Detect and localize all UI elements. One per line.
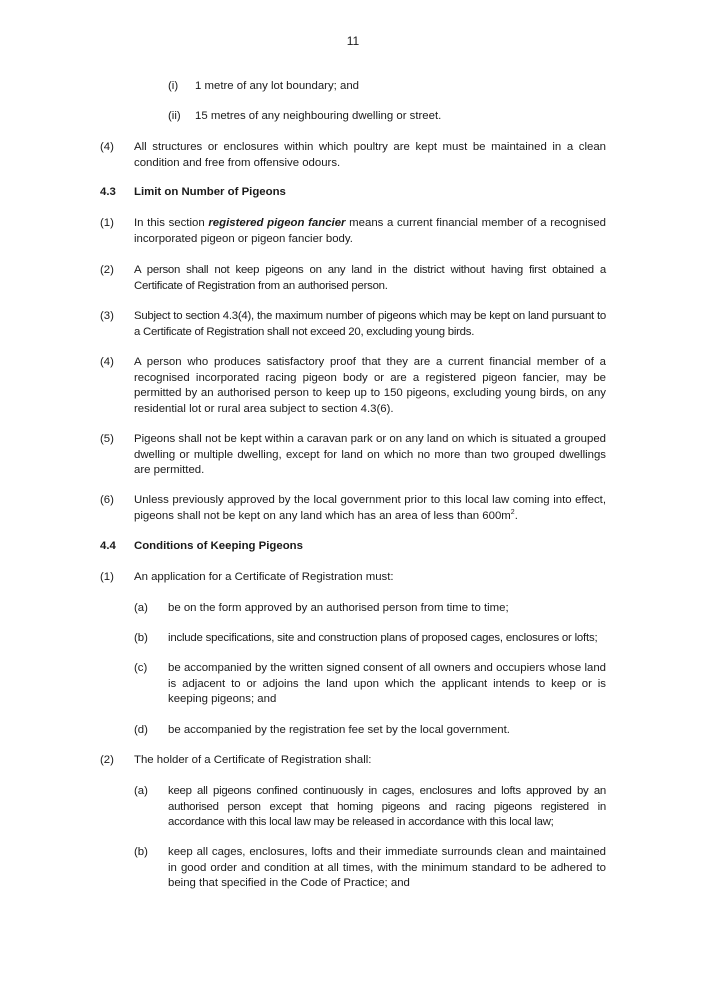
- defined-term: registered pigeon fancier: [208, 217, 346, 229]
- item-number: (b): [134, 846, 148, 858]
- definition-lead: In this section: [134, 217, 205, 229]
- clause-end: .: [514, 509, 518, 522]
- clause-text: A person shall not keep pigeons on any land in the district without having first obtained a Certificate of Registration from an authorised person.: [134, 264, 606, 292]
- item-number: (d): [134, 724, 148, 736]
- clause-text: A person who produces satisfactory proof that they are a current financial member of a recognised incorporated racing pigeon body or are a registered pigeon fancier, may be permitted by an authorised person to keep up to 150 pigeons, excluding young birds, on any residential lot or rural area subject to section 4.3(6).: [134, 356, 606, 415]
- clause-text: Subject to section 4.3(4), the maximum number of pigeons which may be kept on land pursuant to a Certificate of Registration shall not exceed 20, excluding young birds.: [134, 310, 606, 338]
- item-number: (a): [134, 602, 148, 614]
- item-text: keep all pigeons confined continuously in cages, enclosures and lofts approved by an authorised person except that homing pigeons and racing pigeons registered in accordance with this local law may be released in accordance with this local law;: [168, 785, 606, 829]
- item-number: (c): [134, 662, 148, 674]
- item-text: be accompanied by the written signed consent of all owners and occupiers whose land is adjacent to or adjoins the land upon which the applicant intends to keep or is keeping pigeons; and: [168, 662, 606, 706]
- definition-text: means a current financial member of a recognised incorporated pigeon or pigeon fancier body.: [134, 217, 607, 245]
- definition-clause: [134, 216, 606, 247]
- clause-number: (2): [100, 754, 114, 766]
- section-number: 4.4: [100, 540, 116, 552]
- page-number: 11: [346, 34, 360, 48]
- clause-number: (6): [100, 494, 114, 506]
- clause-text: 1 metre of any lot boundary; and: [195, 80, 360, 92]
- clause-number: (3): [100, 310, 114, 322]
- item-number: (a): [134, 785, 148, 797]
- clause-body: Unless previously approved by the local government prior to this local law coming into effect, pigeons shall not be kept on any land which has an area of less than 600m: [134, 494, 606, 522]
- clause-number: (1): [100, 217, 114, 229]
- clause-text: The holder of a Certificate of Registration shall:: [134, 754, 372, 766]
- clause-text: An application for a Certificate of Registration must:: [134, 571, 394, 583]
- clause-number: (4): [100, 141, 114, 153]
- item-number: (b): [134, 632, 148, 644]
- section-title: Conditions of Keeping Pigeons: [134, 540, 303, 552]
- clause-text: [134, 493, 606, 524]
- section-title: Limit on Number of Pigeons: [134, 186, 286, 198]
- clause-number: (4): [100, 356, 114, 368]
- clause-number: (i): [168, 80, 179, 92]
- item-text: be accompanied by the registration fee set by the local government.: [168, 724, 510, 736]
- item-text: keep all cages, enclosures, lofts and their immediate surrounds clean and maintained in good order and condition at all times, with the minimum standard to be adhered to being that specified in the Code of Practice; and: [168, 846, 606, 890]
- clause-text: All structures or enclosures within which poultry are kept must be maintained in a clean condition and free from offensive odours.: [134, 141, 606, 169]
- clause-text: 15 metres of any neighbouring dwelling or street.: [195, 110, 442, 122]
- item-text: include specifications, site and construction plans of proposed cages, enclosures or lofts;: [168, 632, 598, 644]
- clause-number: (ii): [168, 110, 181, 122]
- clause-text: Pigeons shall not be kept within a caravan park or on any land on which is situated a grouped dwelling or multiple dwelling, except for land on which no more than two grouped dwellings are permitted.: [134, 433, 606, 477]
- item-text: be on the form approved by an authorised person from time to time;: [168, 602, 509, 614]
- clause-number: (2): [100, 264, 114, 276]
- superscript: 2: [510, 508, 515, 516]
- section-number: 4.3: [100, 186, 116, 198]
- clause-number: (1): [100, 571, 114, 583]
- clause-number: (5): [100, 433, 114, 445]
